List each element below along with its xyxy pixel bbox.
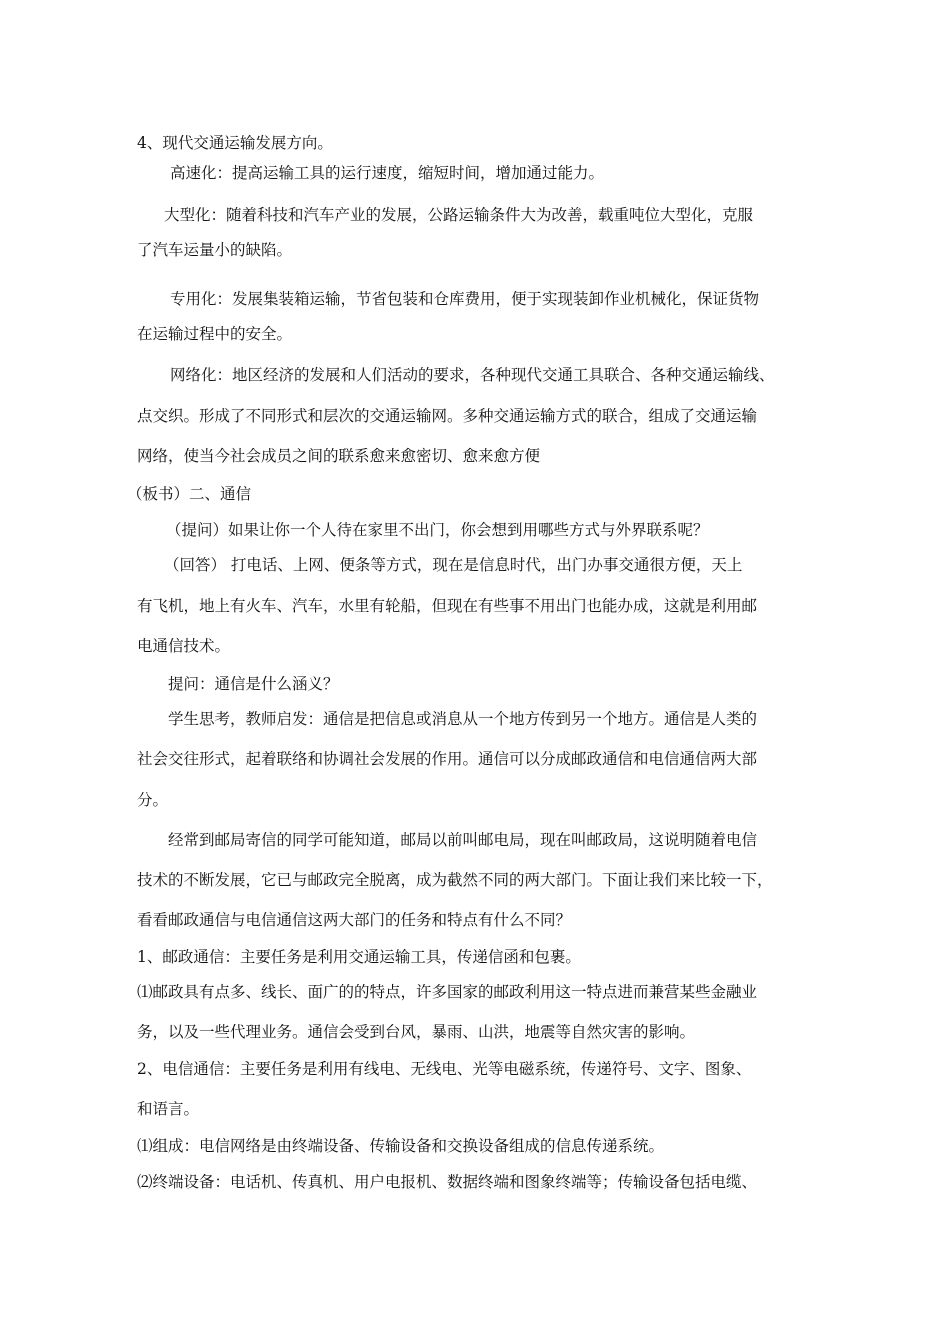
paragraph-line: 大型化：随着科技和汽车产业的发展，公路运输条件大为改善，载重吨位大型化，克服	[164, 206, 754, 224]
paragraph-line: （回答） 打电话、上网、便条等方式，现在是信息时代，出门办事交通很方便，天上	[164, 556, 743, 574]
paragraph-line: ⑴组成：电信网络是由终端设备、传输设备和交换设备组成的信息传递系统。	[137, 1137, 665, 1155]
section-heading-communication: （板书）二、通信	[127, 485, 252, 503]
paragraph-line: 学生思考，教师启发：通信是把信息或消息从一个地方传到另一个地方。通信是人类的	[168, 710, 758, 728]
paragraph-line: 在运输过程中的安全。	[137, 325, 293, 343]
paragraph-line: （提问）如果让你一个人待在家里不出门，你会想到用哪些方式与外界联系呢？	[166, 521, 709, 539]
paragraph-line: 电通信技术。	[137, 637, 231, 655]
paragraph-line: 分。	[137, 791, 169, 809]
paragraph-line: 社会交往形式，起着联络和协调社会发展的作用。通信可以分成邮政通信和电信通信两大部	[137, 750, 758, 768]
paragraph-line: 和语言。	[137, 1100, 200, 1118]
paragraph-line: 看看邮政通信与电信通信这两大部门的任务和特点有什么不同？	[137, 911, 572, 929]
paragraph-line: ⑴邮政具有点多、线长、面广的的特点，许多国家的邮政利用这一特点进而兼营某些金融业	[137, 983, 758, 1001]
paragraph-line: 点交织。形成了不同形式和层次的交通运输网。多种交通运输方式的联合，组成了交通运输	[137, 407, 758, 425]
paragraph-line: 经常到邮局寄信的同学可能知道，邮局以前叫邮电局，现在叫邮政局，这说明随着电信	[168, 831, 758, 849]
section-heading-telecom: 2、电信通信：主要任务是利用有线电、无线电、光等电磁系统，传递符号、文字、图象、	[137, 1060, 752, 1078]
paragraph-line: ⑵终端设备：电话机、传真机、用户电报机、数据终端和图象终端等；传输设备包括电缆、	[137, 1173, 758, 1191]
paragraph-line: 务，以及一些代理业务。通信会受到台风，暴雨、山洪，地震等自然灾害的影响。	[137, 1023, 696, 1041]
paragraph-line: 高速化：提高运输工具的运行速度，缩短时间，增加通过能力。	[170, 164, 605, 182]
paragraph-line: 技术的不断发展，它已与邮政完全脱离，成为截然不同的两大部门。下面让我们来比较一下，	[137, 871, 773, 889]
paragraph-line: 了汽车运量小的缺陷。	[137, 241, 293, 259]
paragraph-line: 网络化：地区经济的发展和人们活动的要求，各种现代交通工具联合、各种交通运输线、	[170, 366, 775, 384]
section-heading-postal: 1、邮政通信：主要任务是利用交通运输工具，传递信函和包裹。	[137, 948, 581, 966]
paragraph-line: 提问：通信是什么涵义？	[168, 675, 339, 693]
section-heading-transport-trends: 4、现代交通运输发展方向。	[137, 134, 333, 152]
paragraph-line: 有飞机，地上有火车、汽车，水里有轮船，但现在有些事不用出门也能办成，这就是利用邮	[137, 597, 758, 615]
paragraph-line: 专用化：发展集装箱运输，节省包装和仓库费用，便于实现装卸作业机械化，保证货物	[170, 290, 760, 308]
paragraph-line: 网络，使当今社会成员之间的联系愈来愈密切、愈来愈方便	[137, 447, 541, 465]
